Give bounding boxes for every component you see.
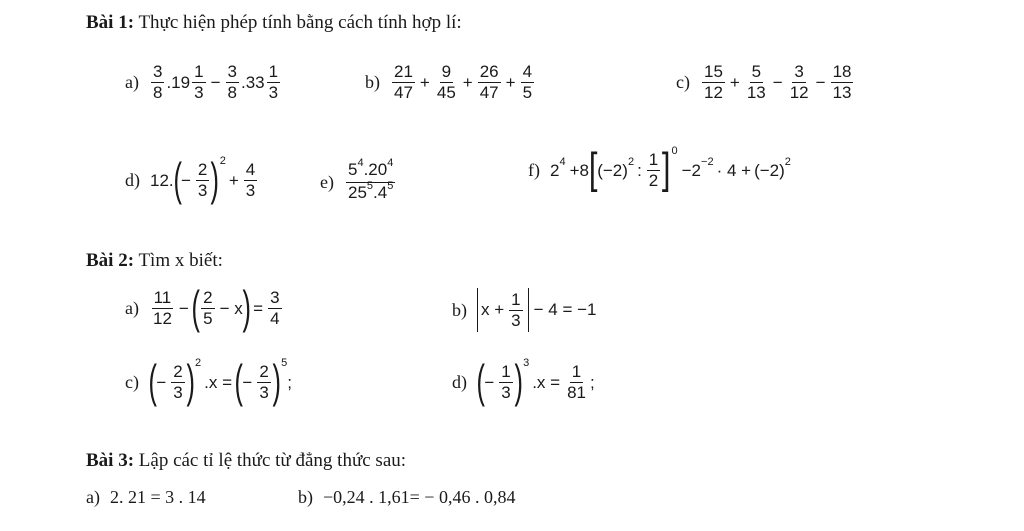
fraction: $\frac{5^4.20^4}{25^5.4^5}$ bbox=[347, 157, 394, 202]
fraction: $\frac{21}{47}$ bbox=[394, 62, 413, 102]
exercise-2a bbox=[125, 280, 284, 333]
math-expression bbox=[344, 157, 397, 205]
fraction: $\frac{1}{2}$ bbox=[648, 150, 659, 190]
fraction: $\frac{3}{12}$ bbox=[789, 62, 809, 102]
exercise-1f bbox=[528, 143, 791, 193]
fraction: $\frac{11}{12}$ bbox=[152, 288, 172, 328]
item-label: b) bbox=[452, 299, 467, 320]
exercise-3-text: Lập các tỉ lệ thức từ đẳng thức sau: bbox=[138, 450, 407, 471]
math-expression: $\frac{11}{12}$ − ( $\frac{2}{5}$ − x ) = $\frac{3}{4}$ bbox=[152, 280, 280, 333]
fraction: $\frac{18}{13}$ bbox=[832, 62, 852, 102]
fraction: $\frac{3}{8}$ bbox=[227, 62, 237, 102]
exercise-2-text: Tìm x biết: bbox=[138, 250, 223, 271]
item-label: a) bbox=[125, 298, 139, 318]
fraction: $\frac{15}{12}$ bbox=[703, 62, 723, 102]
item-label: a) bbox=[125, 72, 139, 92]
exercise-2b bbox=[452, 288, 597, 332]
exercise-1a bbox=[125, 62, 282, 103]
fraction: $\frac{1}{3}$ bbox=[194, 62, 204, 102]
item-label: b) bbox=[365, 72, 380, 92]
math-expression: $\frac{3}{8}$ .19 $\frac{1}{3}$ − $\frac{3}{8}$ .33 $\frac{1}{3}$ bbox=[152, 62, 279, 102]
equation: −0,24 . 1,61= − 0,46 . 0,84 bbox=[323, 487, 516, 507]
fraction: $\frac{1}{81}$ bbox=[567, 362, 586, 402]
item-label: c) bbox=[125, 372, 139, 392]
exercise-1b bbox=[365, 62, 536, 103]
item-label: e) bbox=[320, 172, 334, 192]
fraction: $\frac{4}{5}$ bbox=[522, 62, 533, 102]
fraction: $\frac{26}{47}$ bbox=[479, 62, 499, 102]
exercise-1-heading bbox=[86, 12, 462, 34]
item-label: d) bbox=[125, 170, 140, 190]
math-expression: 2 4 +8 [ (−2) 2 : $\frac{1}{2}$ ] 0 −2 −2 · 4 + (−2) 2 bbox=[550, 143, 791, 193]
absolute-value: x + $\frac{1}{3}$ bbox=[477, 288, 529, 332]
exercise-2-heading bbox=[86, 250, 223, 272]
math-expression: ( − $\frac{2}{3}$ ) 2 .x = ( − $\frac{2}{3}$ ) 5 ; bbox=[148, 354, 292, 407]
fraction: $\frac{1}{3}$ bbox=[501, 362, 511, 402]
exercise-1d bbox=[125, 152, 259, 205]
exercise-2d bbox=[452, 354, 595, 407]
fraction: $\frac{2}{3}$ bbox=[259, 362, 269, 402]
fraction: $\frac{2}{5}$ bbox=[203, 288, 213, 328]
fraction: $\frac{4}{3}$ bbox=[245, 160, 256, 200]
exercise-1e bbox=[320, 157, 397, 205]
exercise-1c bbox=[676, 62, 855, 103]
fraction: $\frac{3}{8}$ bbox=[152, 62, 163, 102]
fraction: $\frac{2}{3}$ bbox=[173, 362, 183, 402]
fraction: $\frac{1}{3}$ bbox=[511, 289, 521, 330]
math-expression: ( − $\frac{1}{3}$ ) 3 .x = $\frac{1}{81}$ ; bbox=[476, 354, 595, 407]
exercise-2-title: Bài 2: bbox=[86, 250, 135, 271]
fraction: $\frac{1}{3}$ bbox=[268, 62, 279, 102]
exercise-3b bbox=[298, 487, 515, 508]
exercise-3a bbox=[86, 487, 206, 508]
item-label: b) bbox=[298, 487, 313, 507]
item-label: a) bbox=[86, 487, 100, 507]
item-label: c) bbox=[676, 72, 690, 92]
fraction: $\frac{5}{13}$ bbox=[746, 62, 766, 102]
math-expression: 12. ( − $\frac{2}{3}$ ) 2 + $\frac{4}{3}$ bbox=[150, 152, 256, 205]
math-expression: $\frac{15}{12}$ + $\frac{5}{13}$ − $\frac{3}{12}$ − $\frac{18}{13}$ bbox=[703, 62, 852, 102]
exercise-3-title: Bài 3: bbox=[86, 450, 135, 471]
item-label: f) bbox=[528, 160, 540, 180]
exercise-1-text: Thực hiện phép tính bằng cách tính hợp lí: bbox=[138, 12, 462, 33]
exercise-3-heading bbox=[86, 450, 406, 472]
fraction: $\frac{3}{4}$ bbox=[270, 288, 280, 328]
exercise-1-title: Bài 1: bbox=[86, 12, 135, 33]
exercise-2c bbox=[125, 354, 292, 407]
math-expression: x + $\frac{1}{3}$ − 4 = −1 bbox=[477, 288, 597, 332]
equation: 2. 21 = 3 . 14 bbox=[109, 487, 206, 507]
math-expression: $\frac{21}{47}$ + $\frac{9}{45}$ + $\frac{26}{47}$ + $\frac{4}{5}$ bbox=[394, 62, 533, 102]
fraction: $\frac{2}{3}$ bbox=[197, 160, 208, 200]
item-label: d) bbox=[452, 372, 467, 392]
fraction: $\frac{9}{45}$ bbox=[436, 62, 456, 102]
